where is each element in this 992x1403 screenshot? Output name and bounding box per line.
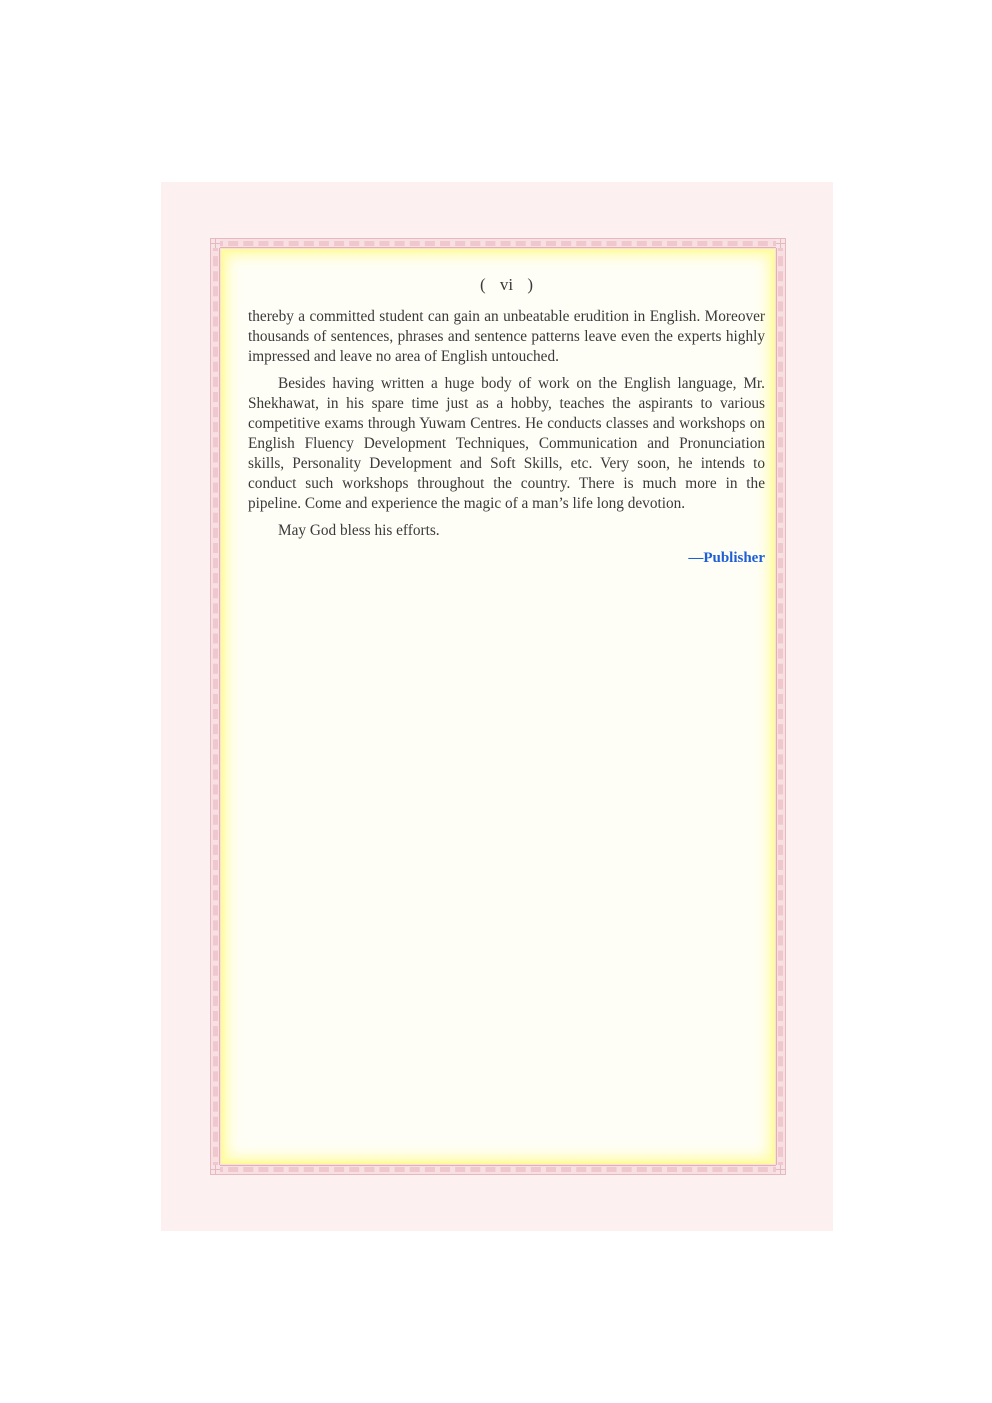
paragraph-continuation: thereby a committed student can gain an unbeatable erudition in English. Moreover thousands of sentences, phrases and sentence patterns leave even the experts highly impressed and leave no area of English untouched. — [248, 308, 765, 365]
text-column — [248, 275, 765, 568]
corner-ornament-icon — [211, 1165, 220, 1174]
decorative-border-frame — [210, 238, 786, 1175]
corner-ornament-icon — [776, 239, 785, 248]
document-page — [161, 182, 833, 1231]
signature-publisher: —Publisher — [688, 550, 765, 566]
paragraph-blessing: May God bless his efforts. — [278, 522, 440, 539]
page-number: ( vi ) — [479, 275, 534, 294]
paragraph-body: Besides having written a huge body of work on the English language, Mr. Shekhawat, in his spare time just as a hobby, teaches the aspirants to various competitive exams through Yuwam Centres. He conducts classes and workshops on English Fluency Development Techniques, Communication and Pronunciation skills, Personality Development and Soft Skills, etc. Very soon, he intends to conduct such workshops throughout the country. There is much more in the pipeline. Come and experience the magic of a man’s life long devotion. — [248, 375, 765, 512]
page-content-area — [221, 249, 775, 1164]
corner-ornament-icon — [776, 1165, 785, 1174]
corner-ornament-icon — [211, 239, 220, 248]
